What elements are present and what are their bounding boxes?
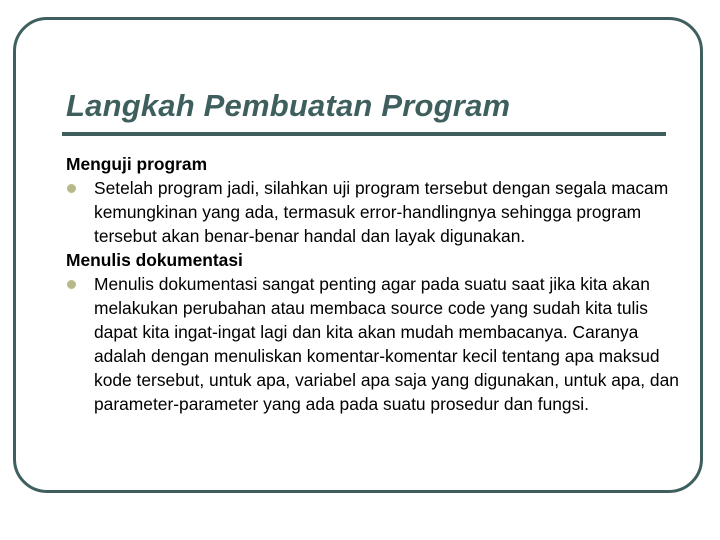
slide-content: [66, 152, 686, 416]
bullet-icon: [67, 184, 76, 193]
bullet-item-menguji: [66, 176, 686, 248]
bullet-icon: [67, 280, 76, 289]
bullet-item-dokumentasi: [66, 272, 686, 416]
bullet-text-dokumentasi: Menulis dokumentasi sangat penting agar pada suatu saat jika kita akan melakukan perubahan atau membaca source code yang sudah kita tulis dapat kita ingat-ingat lagi dan kita akan mudah membacanya. Caranya adalah dengan menuliskan komentar-komentar kecil tentang apa maksud kode tersebut, untuk apa, variabel apa saja yang digunakan, untuk apa, dan parameter-parameter yang ada pada suatu prosedur dan fungsi.: [94, 274, 679, 414]
title-underline: [62, 132, 666, 136]
section-heading-dokumentasi: Menulis dokumentasi: [66, 250, 243, 270]
section-heading-menguji: Menguji program: [66, 154, 208, 174]
slide-title: Langkah Pembuatan Program: [66, 88, 511, 123]
bullet-text-menguji: Setelah program jadi, silahkan uji program tersebut dengan segala macam kemungkinan yang ada, termasuk error-handlingnya sehingga program tersebut akan benar-benar handal dan layak digunakan.: [94, 178, 669, 246]
